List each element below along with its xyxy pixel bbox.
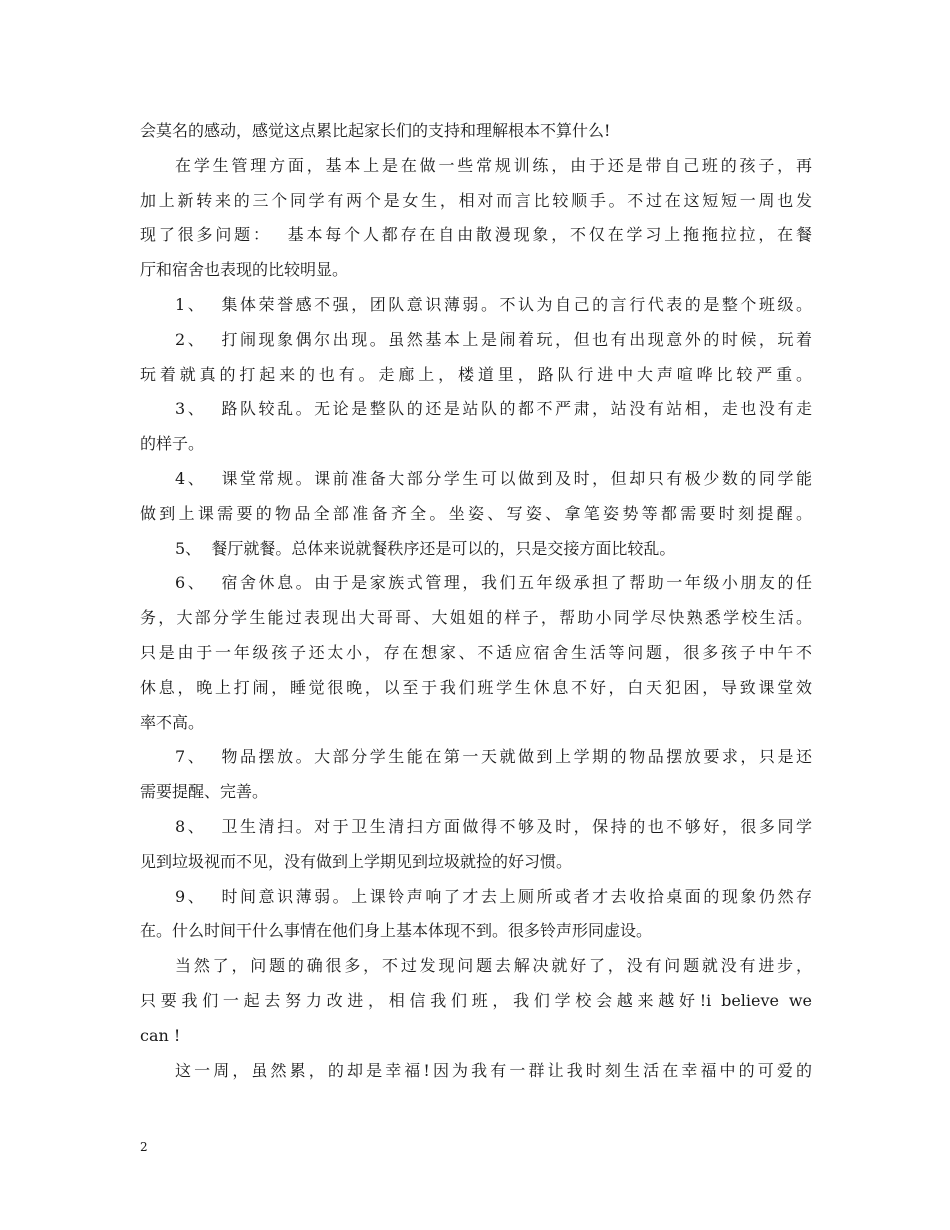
text-line: 率不高。 <box>140 712 205 732</box>
text-line: 1、 集体荣誉感不强，团队意识薄弱。不认为自己的言行代表的是整个班级。 <box>175 294 812 314</box>
text-line: 在。什么时间干什么事情在他们身上基本体现不到。很多铃声形同虚设。 <box>140 921 653 941</box>
text-line: 见到垃圾视而不见，没有做到上学期见到垃圾就捡的好习惯。 <box>140 851 573 871</box>
text-line: 当然了，问题的确很多，不过发现问题去解决就好了，没有问题就没有进步， <box>175 956 812 976</box>
text-line: 玩着就真的打起来的也有。走廊上，楼道里，路队行进中大声喧哗比较严重。 <box>140 364 812 384</box>
text-line: 务，大部分学生能过表现出大哥哥、大姐姐的样子，帮助小同学尽快熟悉学校生活。 <box>140 608 812 628</box>
text-line: 厅和宿舍也表现的比较明显。 <box>140 260 349 280</box>
text-line: 4、 课堂常规。课前准备大部分学生可以做到及时，但却只有极少数的同学能 <box>175 468 812 488</box>
text-line: 做到上课需要的物品全部准备齐全。坐姿、写姿、拿笔姿势等都需要时刻提醒。 <box>140 503 812 523</box>
text-line: 这一周，虽然累，的却是幸福!因为我有一群让我时刻生活在幸福中的可爱的 <box>175 1060 812 1080</box>
text-line: 7、 物品摆放。大部分学生能在第一天就做到上学期的物品摆放要求，只是还 <box>175 747 812 767</box>
text-line: 需要提醒、完善。 <box>140 782 269 802</box>
text-line: 在学生管理方面，基本上是在做一些常规训练，由于还是带自己班的孩子，再 <box>175 155 812 175</box>
text-line: 9、 时间意识薄弱。上课铃声响了才去上厕所或者才去收拾桌面的现象仍然存 <box>175 886 812 906</box>
body-text <box>140 114 812 1088</box>
page-number: 2 <box>140 1140 148 1154</box>
text-line: 2、 打闹现象偶尔出现。虽然基本上是闹着玩，但也有出现意外的时候，玩着 <box>175 329 812 349</box>
text-line: 加上新转来的三个同学有两个是女生，相对而言比较顺手。不过在这短短一周也发 <box>140 190 812 210</box>
text-line: 只要我们一起去努力改进，相信我们班，我们学校会越来越好!i believe we <box>140 990 812 1010</box>
text-line: 的样子。 <box>140 434 205 454</box>
text-line: 只是由于一年级孩子还太小，存在想家、不适应宿舍生活等问题，很多孩子中午不 <box>140 642 812 662</box>
text-line: 8、 卫生清扫。对于卫生清扫方面做得不够及时，保持的也不够好，很多同学 <box>175 816 812 836</box>
text-line: 现了很多问题： 基本每个人都存在自由散漫现象，不仅在学习上拖拖拉拉，在餐 <box>140 225 812 245</box>
text-line: can ! <box>140 1025 181 1045</box>
text-line: 5、 餐厅就餐。总体来说就餐秩序还是可以的，只是交接方面比较乱。 <box>175 538 676 558</box>
text-line: 休息，晚上打闹，睡觉很晚，以至于我们班学生休息不好，白天犯困，导致课堂效 <box>140 677 812 697</box>
text-line: 6、 宿舍休息。由于是家族式管理，我们五年级承担了帮助一年级小朋友的任 <box>175 573 812 593</box>
text-line: 3、 路队较乱。无论是整队的还是站队的都不严肃，站没有站相，走也没有走 <box>175 399 812 419</box>
text-line: 会莫名的感动，感觉这点累比起家长们的支持和理解根本不算什么! <box>140 121 611 140</box>
